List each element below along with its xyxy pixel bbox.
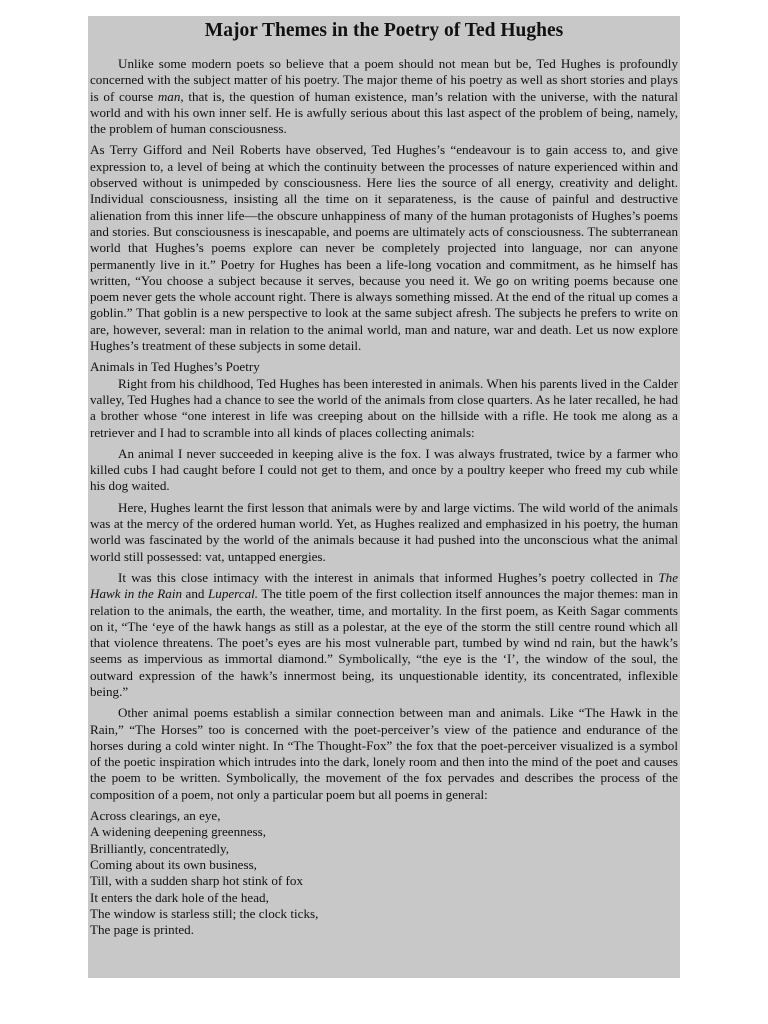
paragraph-intro-emphasis: man, bbox=[157, 88, 184, 104]
poem-line: Till, with a sudden sharp hot stink of fox bbox=[90, 873, 304, 889]
poem-excerpt bbox=[90, 808, 678, 938]
paragraph-other-animal-poems: Other animal poems establish a similar connection between man and animals. Like “The Hawk in the Rain,” “The Horses” too is concerned with the poet-perceiver’s view of the patience and endurance of the horses during a cold winter night. In “The Thought-Fox” the fox that the poet-perceiver visualized is a symbol of the poetic inspiration which intrudes into the dark, lonely room and then into the mind of the poet and causes the poem to be written. Symbolically, the movement of the fox pervades and describes the process of the composition of a poem, not only a particular poem but all poems in general: bbox=[90, 705, 678, 802]
paragraph-intro-text-a: Unlike some modern poets so believe that a poem should not mean but be, Ted Hughes is profoundly concerned with the subject matter of his poetry. The major theme of his poetry as well as short stories and plays is of course bbox=[90, 56, 678, 104]
section-heading-animals: Animals in Ted Hughes’s Poetry bbox=[90, 359, 260, 375]
paragraph-gifford-roberts: As Terry Gifford and Neil Roberts have observed, Ted Hughes’s “endeavour is to gain access to, and give expression to, a level of being at which the continuity between the processes of nature experienced within and observed without is unimpeded by consciousness. Here lies the source of all energy, creativity and delight. Individual consciousness, insisting all the time on it separateness, is the cause of painful and destructive alienation from this inner life—the obscure unhappiness of many of the human protagonists of Hughes’s poems and stories. But consciousness is inescapable, and poems are ultimately acts of consciousness. The subterranean world that Hughes’s poems explore can never be completely projected into language, nor can anyone permanently live in it.” Poetry for Hughes has been a life-long vocation and commitment, as he himself has written, “You choose a subject because it serves, because you need it. We go on writing poems because one poem never gets the whole account right. There is always something missed. At the end of the ritual up comes a goblin.” That goblin is a new perspective to look at the same subject afresh. The subjects he prefers to write on are, however, several: man in relation to the animal world, man and nature, war and death. Let us now explore Hughes’s treatment of these subjects in some detail. bbox=[90, 142, 678, 354]
paragraph-fox-quote: An animal I never succeeded in keeping alive is the fox. I was always frustrated, twice by a farmer who killed cubs I had caught before I could not get to them, and once by a poultry keeper who freed my cub while his dog waited. bbox=[90, 445, 678, 494]
poem-line: Across clearings, an eye, bbox=[90, 808, 221, 824]
paragraph-victims: Here, Hughes learnt the first lesson that animals were by and large victims. The wild world of the animals was at the mercy of the ordered human world. Yet, as Hughes realized and emphasized in his poetry, the human world was fascinated by the world of the animals because it had pushed into the unconscious what the animal world still possessed: vat, untapped energies. bbox=[90, 499, 678, 564]
poem-line: A widening deepening greenness, bbox=[90, 824, 266, 840]
page-title: Major Themes in the Poetry of Ted Hughes bbox=[204, 20, 564, 41]
document-page bbox=[88, 16, 680, 978]
paragraph-childhood: Right from his childhood, Ted Hughes has been interested in animals. When his parents lived in the Calder valley, Ted Hughes had a chance to see the world of the animals from close quarters. As he later recalled, he had a brother whose “one interest in life was creeping about on the hillside with a rifle. He took me along as a retriever and I had to scramble into all kinds of places collecting animals: bbox=[90, 375, 678, 440]
poem-line: The page is printed. bbox=[90, 922, 194, 938]
poem-line: Brilliantly, concentratedly, bbox=[90, 840, 230, 856]
book-title-lupercal: Lupercal. bbox=[207, 586, 259, 602]
paragraph-hawk-in-rain bbox=[90, 570, 678, 700]
poem-line: Coming about its own business, bbox=[90, 856, 257, 872]
paragraph-hawk-text-c: The title poem of the first collection itself announces the major themes: man in relation to the animals, the earth, the weather, time, and mortality. In the first poem, as Keith Sagar comments on it, “The ‘eye of the hawk hangs as still as a polestar, at the eye of the storm the still centre round which all that violence threatens. The poet’s eyes are his most vulnerable part, tumbed by wind nd rain, but the hawk’s seems as impervious as immortal diamond.” Symbolically, “the eye is the ‘I’, the window of the soul, the outward expression of the hawk’s innermost being, its unquestionable identity, its concentrated, inflexible being.” bbox=[90, 586, 679, 699]
paragraph-intro-text-b: that is, the question of human existence, man’s relation with the universe, with the natural world and with his own inner self. He is awfully serious about this last aspect of the problem of being, namely, the problem of human consciousness. bbox=[90, 88, 678, 137]
paragraph-hawk-text-a: It was this close intimacy with the interest in animals that informed Hughes’s poetry collected in bbox=[118, 569, 659, 585]
paragraph-intro bbox=[90, 56, 678, 137]
poem-line: It enters the dark hole of the head, bbox=[90, 889, 269, 905]
paragraph-hawk-text-b: and bbox=[182, 586, 208, 602]
book-title-hawk-in-rain: The Hawk in the Rain bbox=[90, 569, 678, 602]
poem-line: The window is starless still; the clock ticks, bbox=[90, 905, 319, 921]
